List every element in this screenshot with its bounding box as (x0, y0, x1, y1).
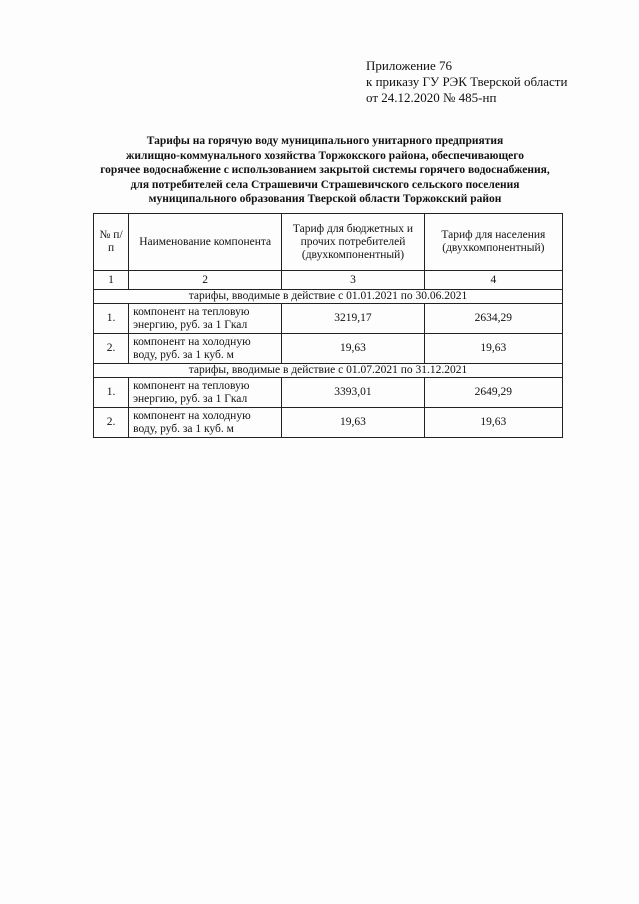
row-num: 1. (94, 304, 129, 334)
row-population: 2634,29 (424, 304, 562, 334)
period-label: тарифы, вводимые в действие с 01.07.2021 по 31.12.2021 (94, 364, 563, 378)
row-name: компонент на тепловую энергию, руб. за 1 Гкал (129, 378, 282, 408)
index-cell: 2 (129, 271, 282, 290)
table-header-row (94, 214, 563, 271)
table-row (94, 408, 563, 438)
title-line: Тарифы на горячую воду муниципального унитарного предприятия (146, 135, 504, 147)
appendix-line: Приложение 76 (366, 58, 453, 73)
period-row (94, 364, 563, 378)
tariff-table (93, 213, 563, 438)
row-name: компонент на холодную воду, руб. за 1 куб. м (129, 334, 282, 364)
row-num: 1. (94, 378, 129, 408)
table-row (94, 378, 563, 408)
header-name: Наименование компонента (129, 214, 282, 271)
row-budget: 19,63 (282, 334, 425, 364)
row-name: компонент на холодную воду, руб. за 1 куб. м (129, 408, 282, 438)
row-population: 19,63 (424, 408, 562, 438)
title-line: горячее водоснабжение с использованием закрытой системы горячего водоснабжения, (100, 164, 550, 176)
document-title (90, 134, 560, 207)
table-row (94, 334, 563, 364)
title-line: для потребителей села Страшевичи Страшевичского сельского поселения (130, 178, 520, 191)
title-line: муниципального образования Тверской области Торжокский район (148, 193, 502, 205)
title-line: жилищно-коммунального хозяйства Торжокского района, обеспечивающего (126, 149, 524, 162)
index-cell: 1 (94, 271, 129, 290)
row-budget: 3393,01 (282, 378, 425, 408)
row-num: 2. (94, 408, 129, 438)
row-name: компонент на тепловую энергию, руб. за 1 Гкал (129, 304, 282, 334)
period-row (94, 290, 563, 304)
table-row (94, 304, 563, 334)
row-budget: 19,63 (282, 408, 425, 438)
row-population: 2649,29 (424, 378, 562, 408)
index-cell: 3 (282, 271, 425, 290)
index-cell: 4 (424, 271, 562, 290)
row-population: 19,63 (424, 334, 562, 364)
header-budget: Тариф для бюджетных и прочих потребителей (двухкомпонентный) (282, 214, 425, 271)
period-label: тарифы, вводимые в действие с 01.01.2021 по 30.06.2021 (94, 290, 563, 304)
header-num: № п/п (94, 214, 129, 271)
appendix-line: к приказу ГУ РЭК Тверской области (366, 74, 568, 89)
row-num: 2. (94, 334, 129, 364)
table-index-row (94, 271, 563, 290)
row-budget: 3219,17 (282, 304, 425, 334)
header-population: Тариф для населения (двухкомпонентный) (424, 214, 562, 271)
appendix-reference (366, 58, 567, 106)
appendix-line: от 24.12.2020 № 485-нп (366, 90, 497, 105)
